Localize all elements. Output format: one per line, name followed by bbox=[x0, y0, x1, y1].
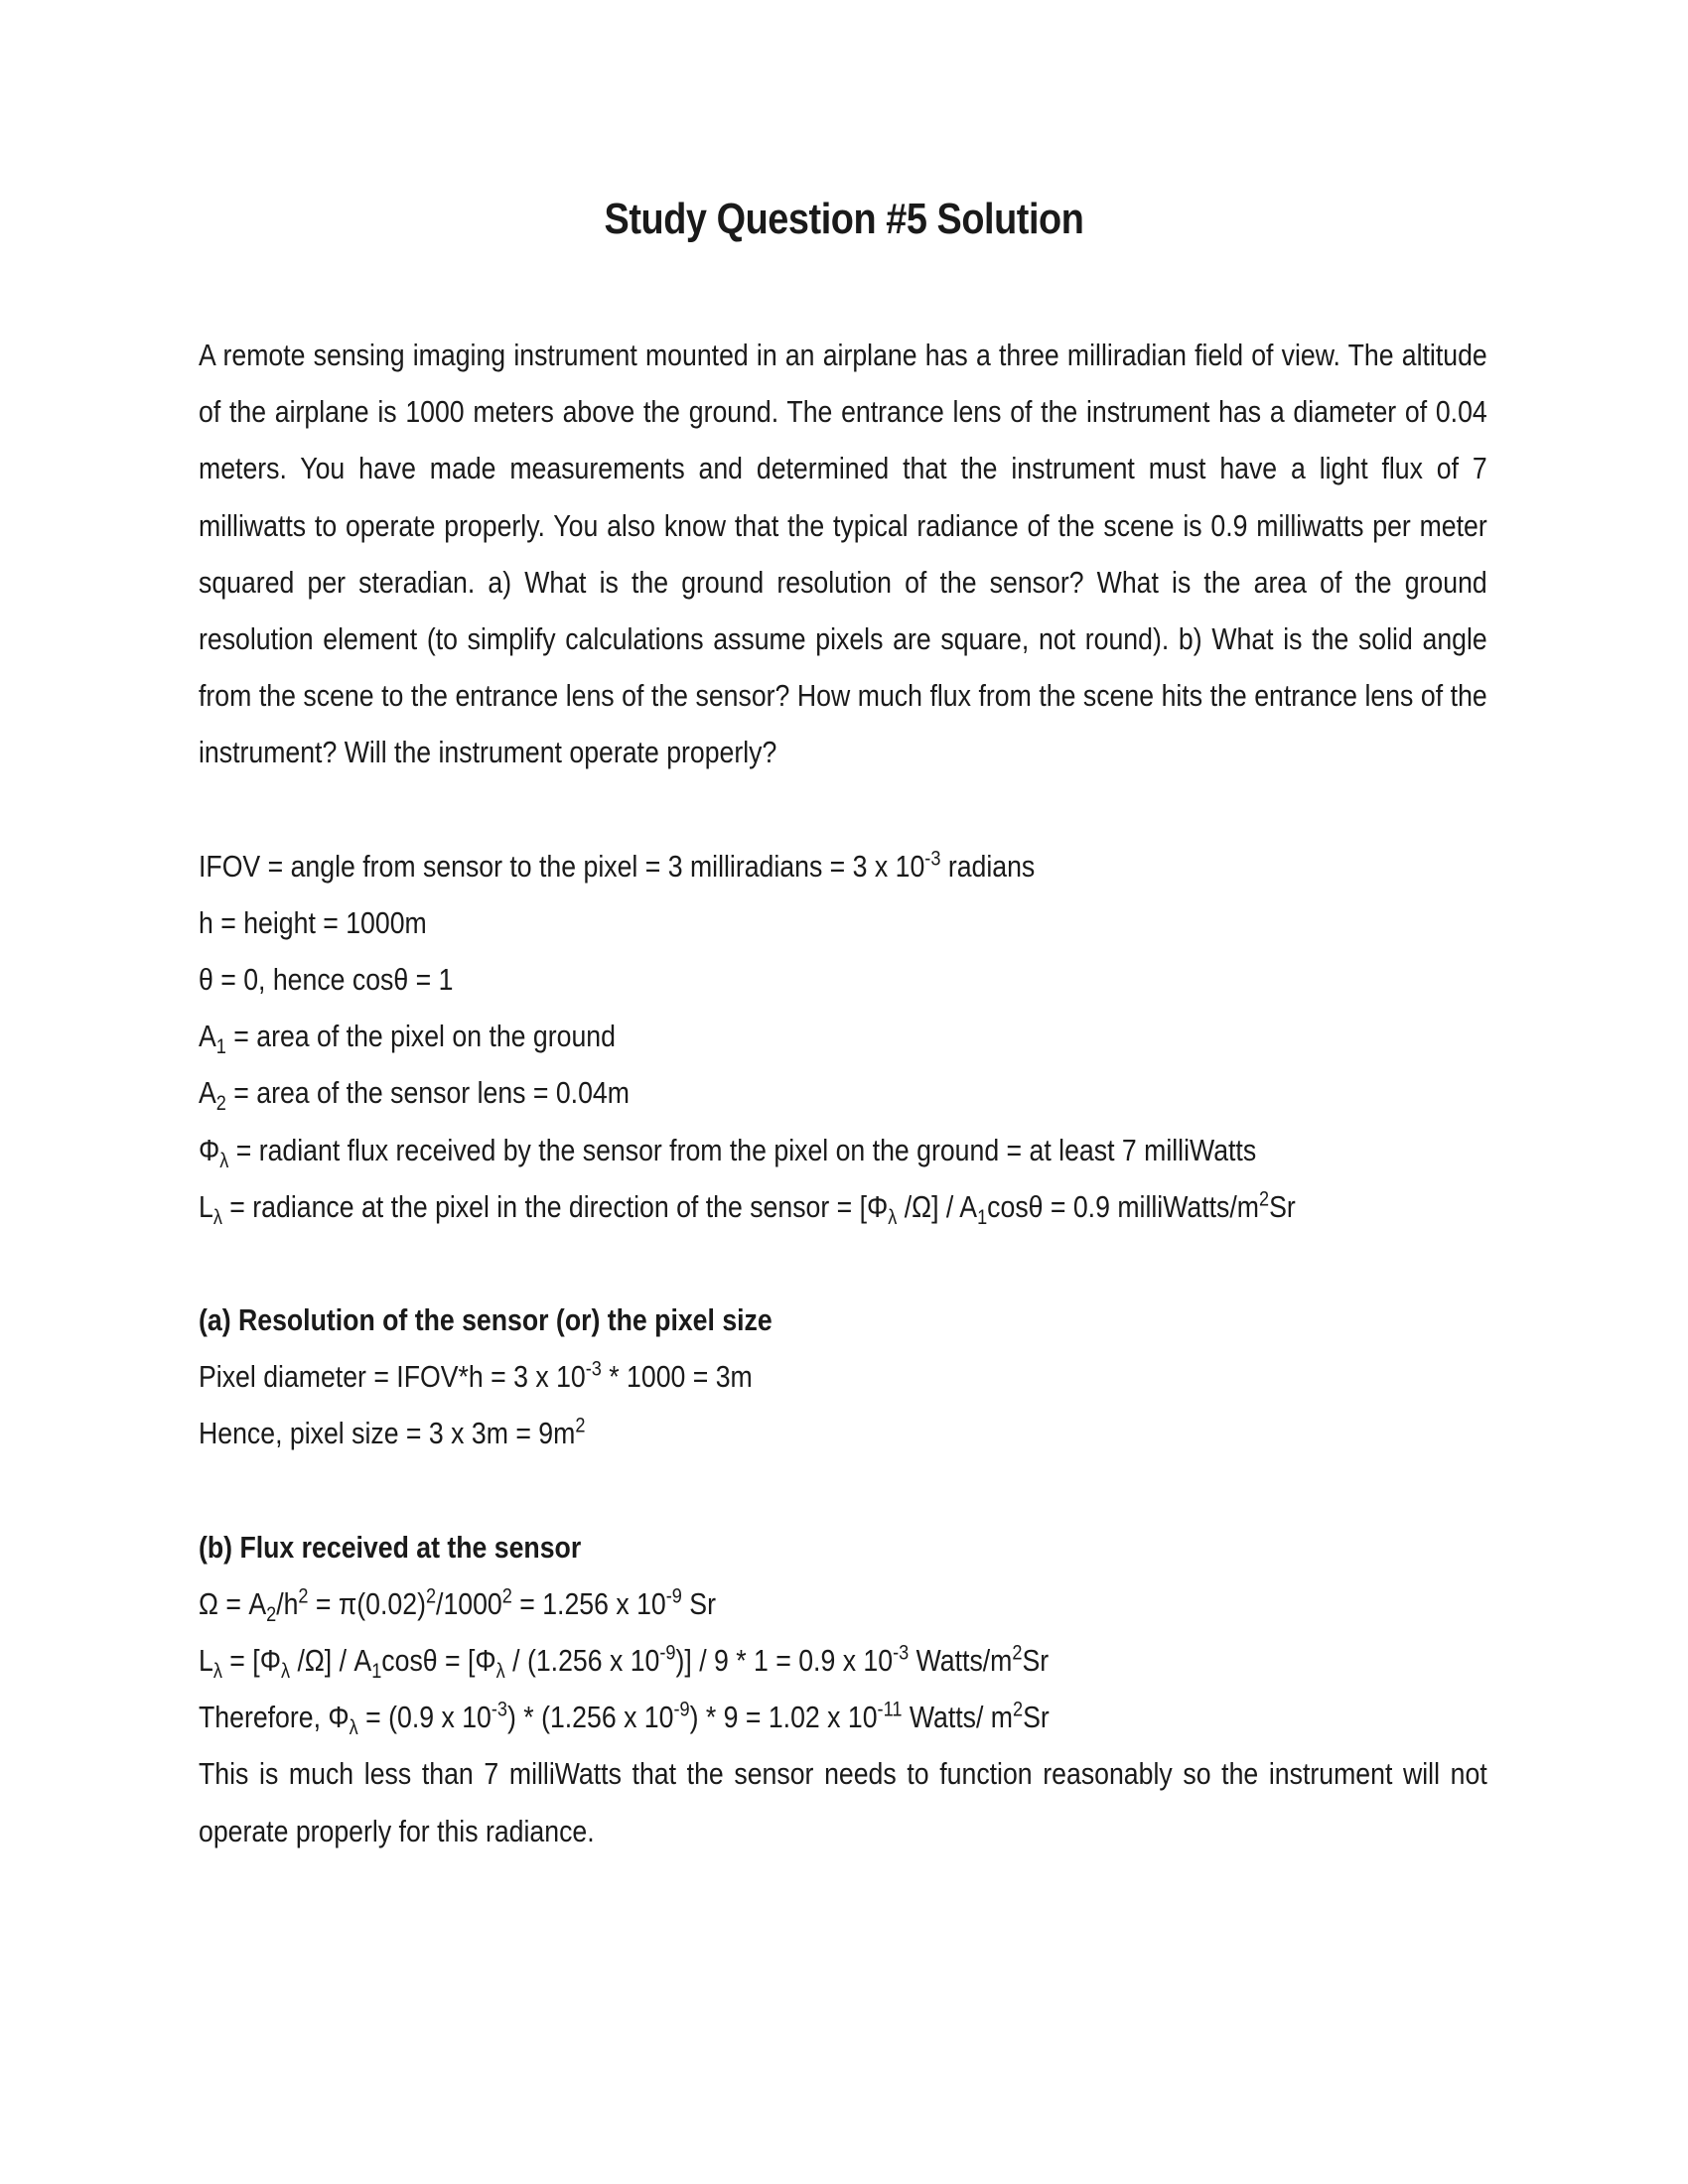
part-a-heading: (a) Resolution of the sensor (or) the pixel size bbox=[199, 1302, 773, 1338]
spacer bbox=[199, 781, 1487, 838]
given-phi: $\Phi_\lambda$ = radiant flux received by the sensor from the pixel on the ground = at least 7 milliWatts bbox=[199, 1132, 1257, 1172]
part-b-section bbox=[199, 1519, 1487, 1859]
problem-statement: A remote sensing imaging instrument mounted in an airplane has a three milliradian field of view. The altitude of the airplane is 1000 meters above the ground. The entrance lens of the instrument has a diameter of 0.04 meters. You have made measurements and determined that the instrument must have a light flux of 7 milliwatts to operate properly. You also know that the typical radiance of the scene is 0.9 milliwatts per meter squared per steradian. a) What is the ground resolution of the sensor? What is the area of the ground resolution element (to simplify calculations assume pixels are square, not round). b) What is the solid angle from the scene to the entrance lens of the sensor? How much flux from the scene hits the entrance lens of the instrument? Will the instrument operate properly? bbox=[199, 338, 1487, 770]
given-height: h = height = 1000m bbox=[199, 904, 427, 940]
givens-list bbox=[199, 838, 1487, 1235]
given-ifov: IFOV = angle from sensor to the pixel = 3 milliradians = 3 x $10^{-3}$ radians bbox=[199, 847, 1036, 884]
given-a2: $A_2$ = area of the sensor lens = 0.04m bbox=[199, 1075, 630, 1116]
conclusion-paragraph: This is much less than 7 milliWatts that the sensor needs to function reasonably so the instrument will not operate properly for this radiance. bbox=[199, 1756, 1487, 1848]
given-a1: $A_1$ = area of the pixel on the ground bbox=[199, 1019, 616, 1059]
given-radiance: $L_\lambda$ = radiance at the pixel in the direction of the sensor = [$\Phi_\lambda$ $/\Omega] / A_1\cos\theta = 0.9$ milliWatts/$m^2Sr$ bbox=[199, 1187, 1296, 1230]
page-title: Study Question #5 Solution bbox=[604, 195, 1084, 243]
solid-angle-line: $\Omega = A_2/h^2 = \pi(0.02)^2/1000^2 = 1.256$ x $10^{-9}$ Sr bbox=[199, 1584, 716, 1627]
document-body bbox=[199, 327, 1487, 1859]
part-b-heading: (b) Flux received at the sensor bbox=[199, 1529, 582, 1565]
pixel-size-line: Hence, pixel size = 3 x $3m = 9m^2$ bbox=[199, 1415, 586, 1451]
spacer bbox=[199, 1235, 1487, 1292]
given-theta: θ = 0, hence cosθ = 1 bbox=[199, 962, 454, 998]
radiance-equation-line: $L_\lambda = [\Phi_\lambda$ $/\Omega] / A_1\cos\theta = [\Phi_\lambda / (1.256$ x $10^{-9})] / 9 * 1 = 0.9$ x $10^{-3}$ Watts/$m^2Sr$ bbox=[199, 1641, 1050, 1684]
flux-result-line: Therefore, $\Phi_\lambda = (0.9$ x $10^{-3}) * (1.256$ x $10^{-9}) * 9 = 1.02$ x $10^{-11}$ Watts/ $m^2Sr$ bbox=[199, 1698, 1050, 1740]
spacer bbox=[199, 1462, 1487, 1519]
pixel-diameter-line: Pixel diameter = IFOV*h = 3 x $10^{-3} * 1000 = 3m$ bbox=[199, 1357, 753, 1395]
part-a-section bbox=[199, 1292, 1487, 1462]
